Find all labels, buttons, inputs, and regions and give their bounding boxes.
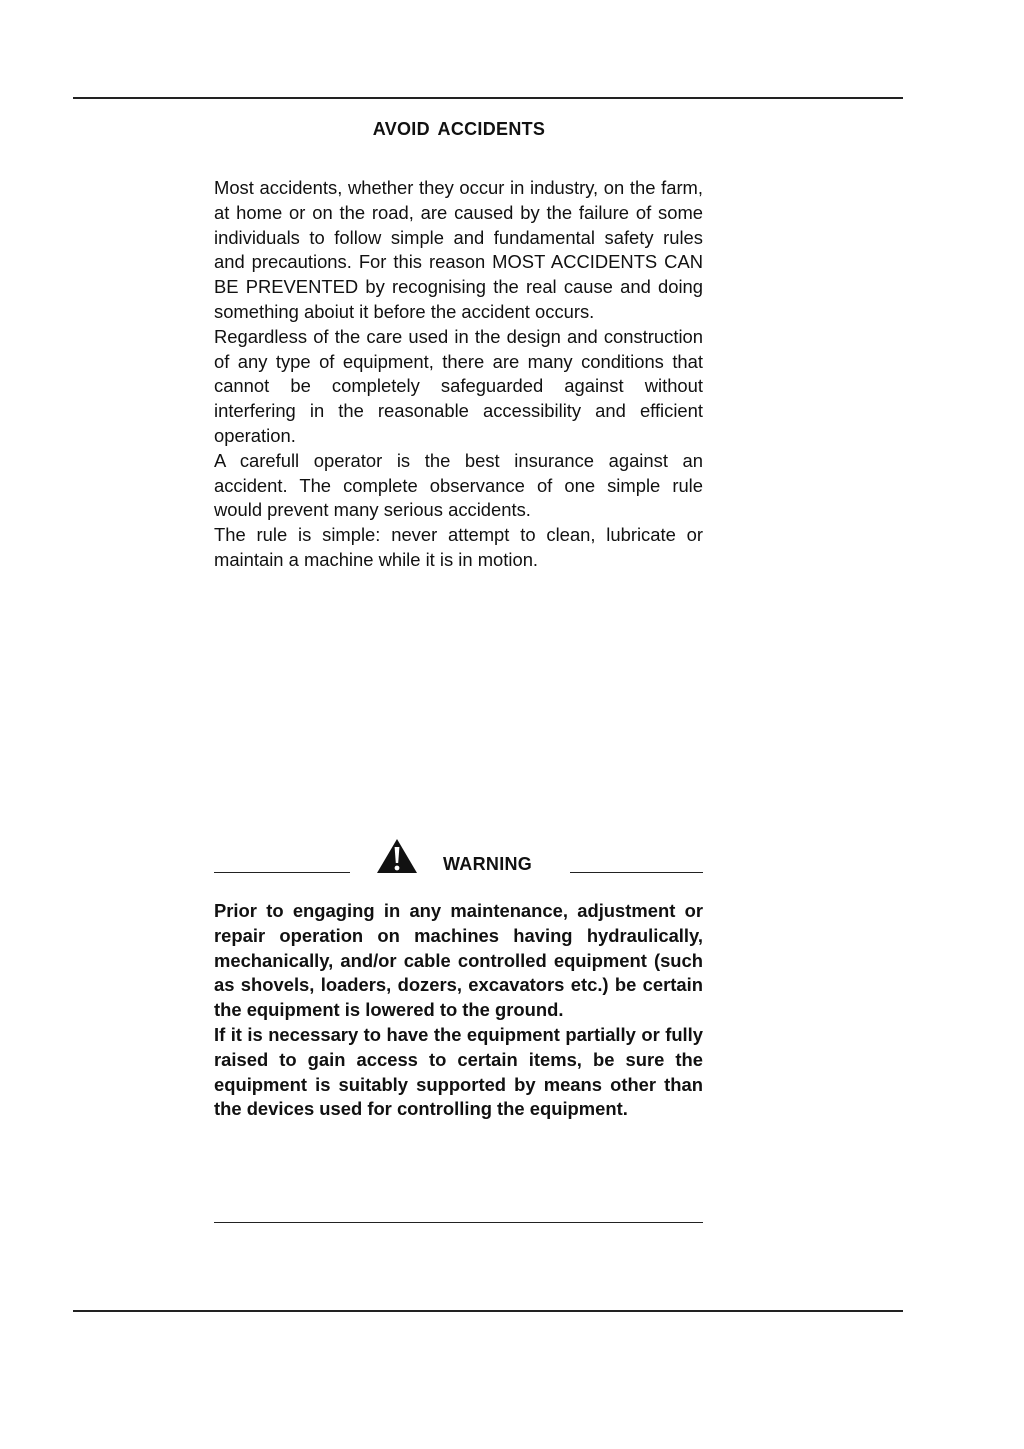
page-title: AVOID ACCIDENTS (372, 119, 546, 139)
intro-paragraph-1: Most accidents, whether they occur in industry, on the farm, at home or on the road, are caused by the failure of some individuals to follow simple and fundamental safety rules and precautions. For this reason MOST ACCIDENTS CAN BE PREVENTED by recognising the real cause and doing something aboiut it before the accident occurs. (214, 177, 703, 322)
warning-paragraph-2: If it is necessary to have the equipment partially or fully raised to gain access to certain items, be sure the equipment is suitably supported by means other than the devices used for controlling the equipment. (214, 1023, 703, 1120)
warning-header (214, 838, 703, 878)
intro-paragraph-4: The rule is simple: never attempt to clean, lubricate or maintain a machine while it is in motion. (214, 524, 703, 570)
warning-paragraph-1: Prior to engaging in any maintenance, adjustment or repair operation on machines having hydraulically, mechanically, and/or cable controlled equipment (such as shovels, loaders, dozers, excavators etc.) be certain the equipment is lowered to the ground. (214, 900, 703, 1021)
warning-text (214, 899, 703, 1122)
top-rule (73, 97, 903, 99)
warning-rule-right (570, 872, 703, 873)
intro-paragraph-3: A carefull operator is the best insurance against an accident. The complete observance of one simple rule would prevent many serious accidents. (214, 449, 703, 521)
intro-text (214, 176, 703, 573)
warning-triangle-icon (376, 838, 418, 874)
warning-rule-left (214, 872, 350, 873)
warning-end-rule (214, 1222, 703, 1223)
warning-label: WARNING (443, 854, 533, 874)
intro-paragraph-2: Regardless of the care used in the design and construction of any type of equipment, there are many conditions that cannot be completely safeguarded against without interfering in the reasonable accessibility and efficient operation. (214, 325, 703, 446)
bottom-rule (73, 1310, 903, 1312)
